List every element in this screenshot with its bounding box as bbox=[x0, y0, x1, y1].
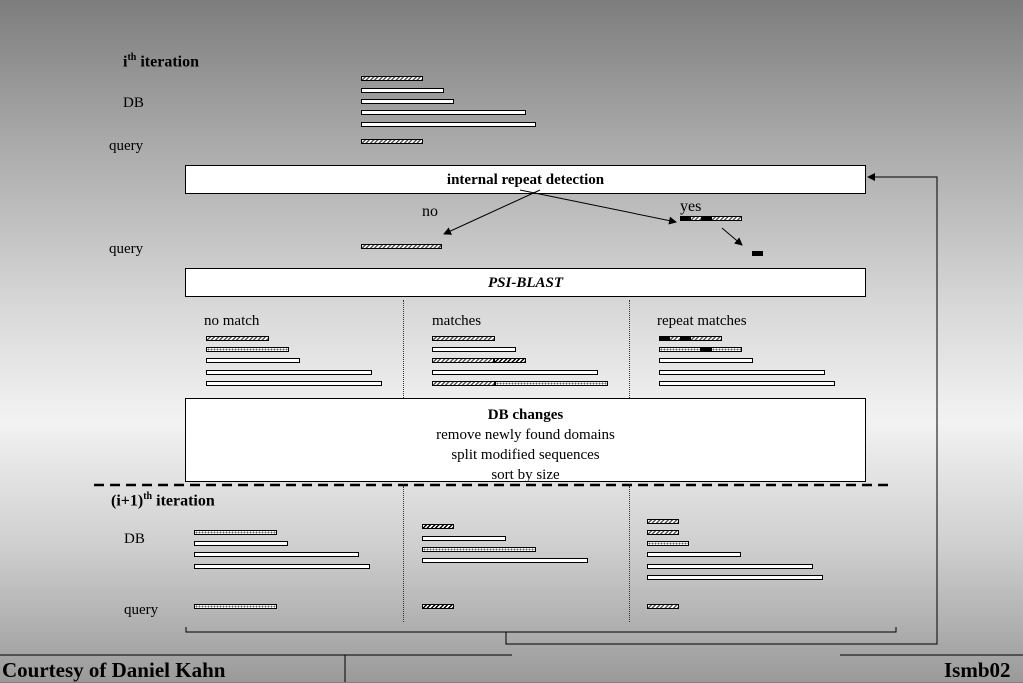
footer-tag: Ismb02 bbox=[944, 658, 1011, 682]
next-iteration-title: $(i+1)^{th}$ iteration bbox=[111, 491, 215, 510]
footer-credit: Courtesy of Daniel Kahn bbox=[2, 658, 226, 682]
matches-label: matches bbox=[432, 313, 482, 329]
yes-label: yes bbox=[680, 198, 702, 215]
iteration-title: $i^{th}$ iteration bbox=[123, 52, 200, 71]
repeat-split-arrow bbox=[722, 228, 742, 245]
db-changes-line-3: sort by size bbox=[491, 467, 560, 483]
yes-arrow bbox=[520, 190, 676, 222]
db-label: DB bbox=[123, 95, 144, 111]
db-changes-title: DB changes bbox=[487, 407, 564, 423]
feedback-loop-arrow bbox=[506, 177, 937, 644]
query-label-next: query bbox=[124, 602, 159, 618]
no-match-label: no match bbox=[204, 313, 260, 329]
no-arrow bbox=[444, 190, 540, 234]
query-label: query bbox=[109, 138, 144, 154]
query-label-2: query bbox=[109, 241, 144, 257]
psi-blast-box: PSI-BLAST bbox=[185, 268, 866, 297]
repeat-matches-label: repeat matches bbox=[657, 313, 747, 329]
no-label: no bbox=[422, 203, 438, 220]
db-changes-line-1: remove newly found domains bbox=[436, 427, 615, 443]
internal-repeat-detection-box: internal repeat detection bbox=[185, 165, 866, 194]
bottom-bracket bbox=[186, 627, 896, 632]
db-changes-line-2: split modified sequences bbox=[451, 447, 600, 463]
db-label-next: DB bbox=[124, 531, 145, 547]
